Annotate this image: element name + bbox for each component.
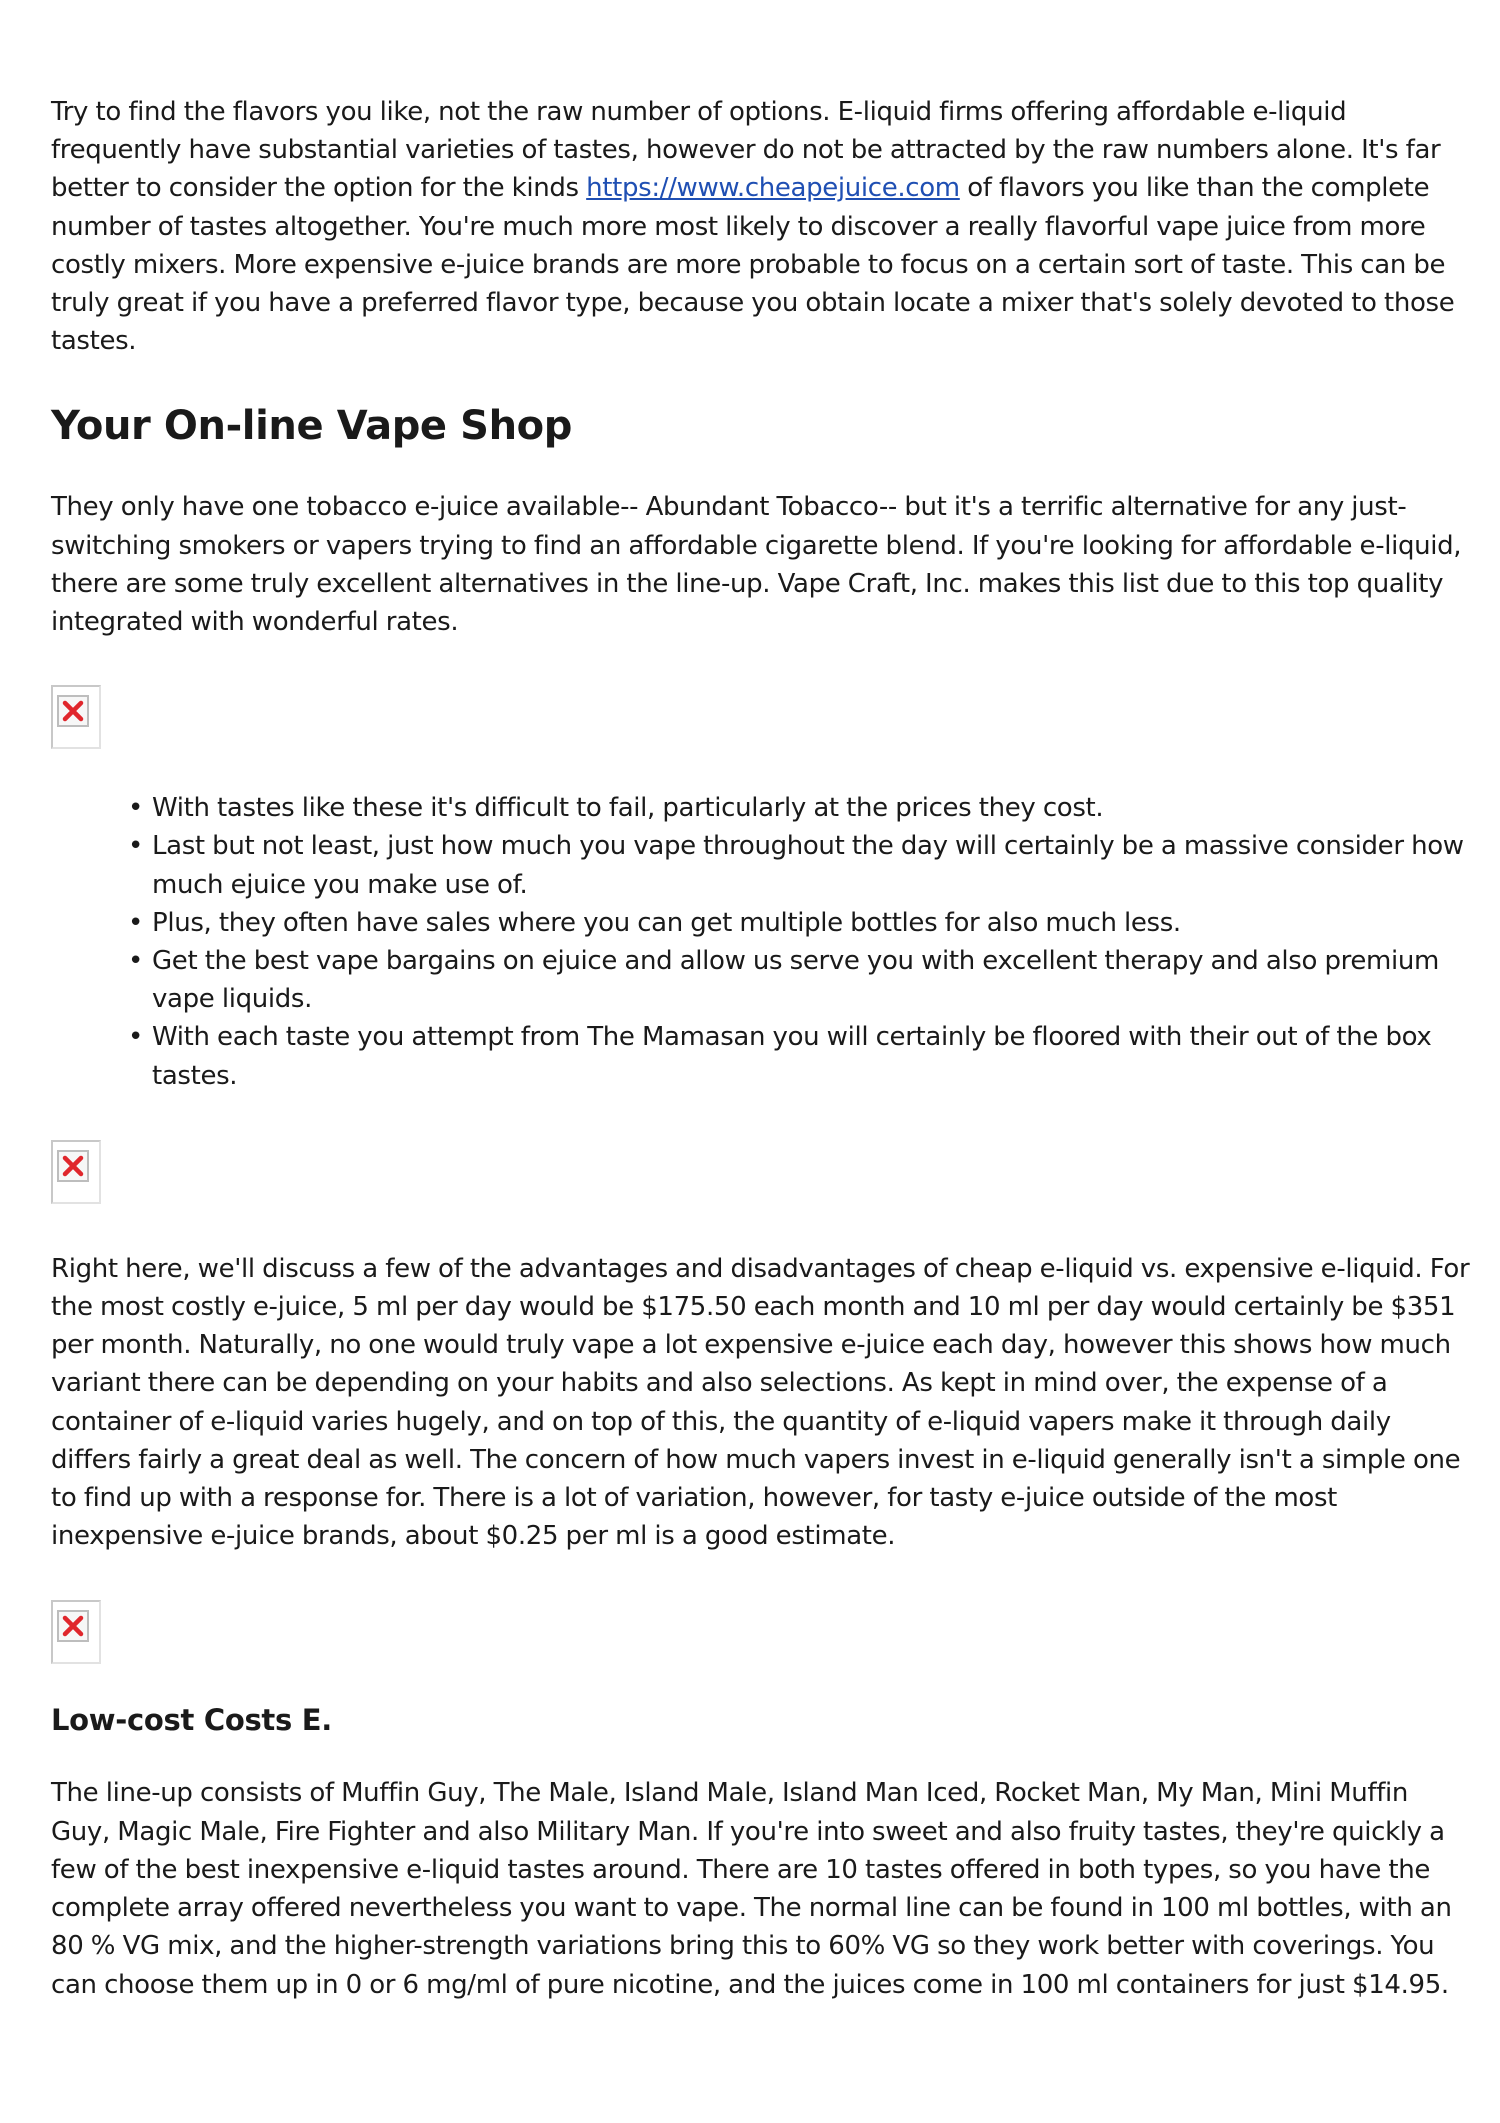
bullet-dot-icon: •: [128, 831, 143, 862]
paragraph-tobacco: They only have one tobacco e-juice available-- Abundant Tobacco-- but it's a terrific alternative for any just-switching smokers or vapers trying to find an affordable cigarette blend. If you're looking for affordable e-liquid, there are some truly excellent alternatives in the line-up. Vape Craft, Inc. makes this list due to this top quality integrated with wonderful rates.: [51, 492, 1462, 638]
section-heading-vape-shop: Your On-line Vape Shop: [51, 403, 572, 450]
broken-image-icon: [51, 1140, 103, 1206]
broken-image-icon: [51, 1600, 103, 1666]
paragraph-intro-text-1: Try to find the flavors you like, not the raw number of options. E-liquid firms offering affordable e-liquid frequently have substantial varieties of tastes, however do not be attracted by the raw numbers alone. It's far better to consider the option for the kinds: [51, 97, 1441, 204]
section-heading-low-cost: Low-cost Costs E.: [51, 1703, 332, 1738]
broken-image-icon: [51, 685, 103, 751]
list-item: • With tastes like these it's difficult to fail, particularly at the prices they cost.: [152, 789, 1471, 827]
cheapejuice-link[interactable]: https://www.cheapejuice.com: [586, 173, 960, 204]
paragraph-intro: [51, 93, 1471, 360]
bullet-dot-icon: •: [128, 946, 143, 977]
paragraph-pros-cons: Right here, we'll discuss a few of the advantages and disadvantages of cheap e-liquid vs. expensive e-liquid. For the most costly e-juice, 5 ml per day would be $175.50 each month and 10 ml per day would certainly be $351 per month. Naturally, no one would truly vape a lot expensive e-juice each day, however this shows how much variant there can be depending on your habits and also selections. As kept in mind over, the expense of a container of e-liquid varies hugely, and on top of this, the quantity of e-liquid vapers make it through daily differs fairly a great deal as well. The concern of how much vapers invest in e-liquid generally isn't a simple one to find up with a response for. There is a lot of variation, however, for tasty e-juice outside of the most inexpensive e-juice brands, about $0.25 per ml is a good estimate.: [51, 1253, 1470, 1552]
document-body: [51, 93, 1471, 2004]
list-item: • With each taste you attempt from The Mamasan you will certainly be floored with their out of the box tastes.: [152, 1018, 1471, 1094]
list-item: • Last but not least, just how much you vape throughout the day will certainly be a massive consider how much ejuice you make use of.: [152, 827, 1471, 903]
bullet-dot-icon: •: [128, 793, 143, 824]
paragraph-intro-text-2: of flavors you like than the complete number of tastes altogether. You're much more most likely to discover a really flavorful vape juice from more costly mixers. More expensive e-juice brands are more probable to focus on a certain sort of taste. This can be truly great if you have a preferred flavor type, because you obtain locate a mixer that's solely devoted to those tastes.: [51, 173, 1455, 357]
bullet-list: [51, 789, 1471, 1095]
bullet-dot-icon: •: [128, 1022, 143, 1053]
list-item: • Get the best vape bargains on ejuice and allow us serve you with excellent therapy and also premium vape liquids.: [152, 942, 1471, 1018]
paragraph-line-up: The line-up consists of Muffin Guy, The Male, Island Male, Island Man Iced, Rocket Man, My Man, Mini Muffin Guy, Magic Male, Fire Fighter and also Military Man. If you're into sweet and also fruity tastes, they're quickly a few of the best inexpensive e-liquid tastes around. There are 10 tastes offered in both types, so you have the complete array offered nevertheless you want to vape. The normal line can be found in 100 ml bottles, with an 80 % VG mix, and the higher-strength variations bring this to 60% VG so they work better with coverings. You can choose them up in 0 or 6 mg/ml of pure nicotine, and the juices come in 100 ml containers for just $14.95.: [51, 1778, 1452, 2000]
bullet-dot-icon: •: [128, 907, 143, 938]
list-item: • Plus, they often have sales where you can get multiple bottles for also much less.: [152, 904, 1471, 942]
